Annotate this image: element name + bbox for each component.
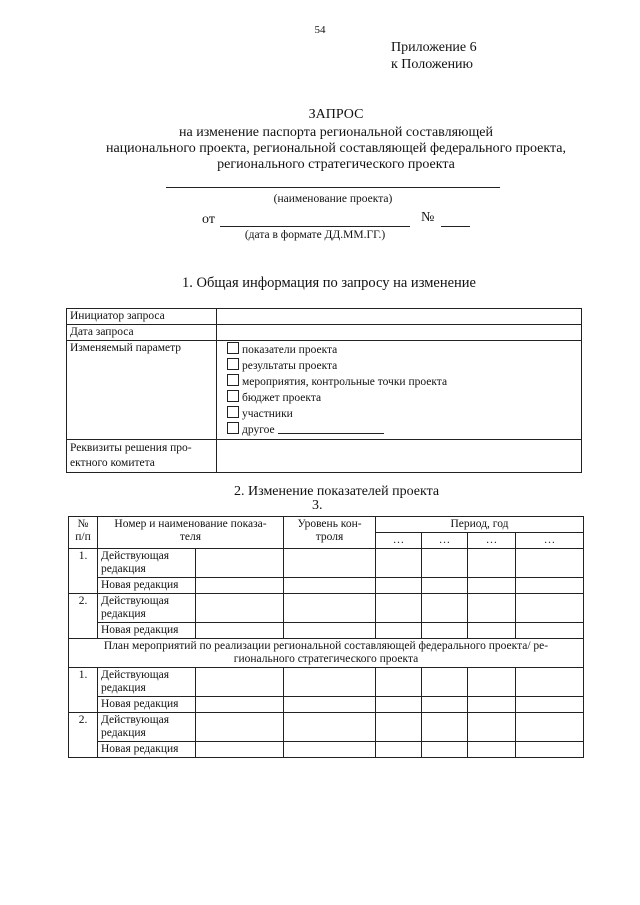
option-label: результаты проекта <box>242 360 338 372</box>
cell[interactable] <box>196 594 284 623</box>
col-num-line-1: № <box>77 518 89 530</box>
table-row <box>69 742 584 758</box>
row-number: 2. <box>69 713 98 758</box>
table-row <box>69 713 584 742</box>
title-heading: ЗАПРОС <box>308 107 364 122</box>
option-results[interactable] <box>227 358 578 374</box>
indicators-table <box>68 516 584 758</box>
cell[interactable] <box>284 549 376 578</box>
section1-heading: 1. Общая информация по запросу на изменение <box>182 275 476 291</box>
current-edition-line-2: редакция <box>101 563 146 575</box>
cell[interactable] <box>196 713 284 742</box>
other-input-line[interactable] <box>278 433 384 434</box>
option-label: бюджет проекта <box>242 392 322 404</box>
general-info-table <box>66 308 582 473</box>
project-name-caption: (наименование проекта) <box>273 193 393 205</box>
table-row <box>69 578 584 594</box>
cell[interactable] <box>376 594 422 623</box>
option-label: мероприятия, контрольные точки проекта <box>242 376 448 388</box>
new-edition-label: Новая редакция <box>98 578 196 594</box>
cell[interactable] <box>468 578 516 594</box>
cell[interactable] <box>196 623 284 639</box>
param-options <box>217 341 582 440</box>
cell[interactable] <box>376 578 422 594</box>
option-participants[interactable] <box>227 406 578 422</box>
initiator-value[interactable] <box>217 309 582 325</box>
period-col-2: … <box>422 533 468 549</box>
cell[interactable] <box>376 549 422 578</box>
section2-heading: 2. Изменение показателей проекта <box>234 484 440 499</box>
period-col-4: … <box>516 533 584 549</box>
cell[interactable] <box>516 713 584 742</box>
cell[interactable] <box>422 668 468 697</box>
table-row <box>67 325 582 341</box>
current-edition-line-2: редакция <box>101 608 146 620</box>
option-label: показатели проекта <box>242 344 338 356</box>
plan-header-line-1: План мероприятий по реализации региональной составляющей федерального проекта/ ре- <box>103 640 549 652</box>
option-budget[interactable] <box>227 390 578 406</box>
number-label: № <box>421 210 435 225</box>
param-label: Изменяемый параметр <box>67 341 217 440</box>
cell[interactable] <box>284 668 376 697</box>
title-line-2: национального проекта, региональной составляющей федерального проекта, <box>105 141 566 156</box>
appendix-line-1: Приложение 6 <box>391 40 477 55</box>
cell[interactable] <box>516 742 584 758</box>
cell[interactable] <box>422 594 468 623</box>
date-label: Дата запроса <box>67 325 217 341</box>
cell[interactable] <box>468 697 516 713</box>
cell[interactable] <box>516 578 584 594</box>
option-label: участники <box>242 408 293 420</box>
plan-header-row <box>69 639 584 668</box>
requisites-label <box>67 440 217 473</box>
cell[interactable] <box>422 697 468 713</box>
col-name-line-2: теля <box>179 531 202 543</box>
table-row <box>69 549 584 578</box>
cell[interactable] <box>376 668 422 697</box>
appendix-line-2: к Положению <box>391 57 474 72</box>
table-row <box>67 440 582 473</box>
checkbox-icon[interactable] <box>227 422 239 434</box>
requisites-line-1: Реквизиты решения про- <box>70 442 192 454</box>
checkbox-icon[interactable] <box>227 342 239 354</box>
col-period-header: Период, год <box>376 517 584 533</box>
cell[interactable] <box>468 668 516 697</box>
cell[interactable] <box>468 594 516 623</box>
title-line-3: регионального стратегического проекта <box>217 157 455 172</box>
table-row <box>69 594 584 623</box>
checkbox-icon[interactable] <box>227 406 239 418</box>
table-row <box>69 697 584 713</box>
requisites-value[interactable] <box>217 440 582 473</box>
project-name-line[interactable] <box>166 187 500 188</box>
row-number: 1. <box>69 668 98 713</box>
cell[interactable] <box>376 697 422 713</box>
current-edition-line-1: Действующая <box>101 669 170 681</box>
appendix-label <box>391 39 477 73</box>
current-edition-line-2: редакция <box>101 727 146 739</box>
current-edition-label <box>98 549 196 578</box>
col-level-line-1: Уровень кон- <box>297 518 362 530</box>
date-value[interactable] <box>217 325 582 341</box>
title-line-1: на изменение паспорта региональной составляющей <box>179 125 493 140</box>
current-edition-label <box>98 713 196 742</box>
cell[interactable] <box>468 549 516 578</box>
cell[interactable] <box>196 742 284 758</box>
plan-header-line-2: гионального стратегического проекта <box>233 653 419 665</box>
col-level-line-2: троля <box>315 531 344 543</box>
col-name-header <box>98 517 284 549</box>
date-line[interactable] <box>220 226 410 227</box>
cell[interactable] <box>422 713 468 742</box>
col-name-line-1: Номер и наименование показа- <box>114 518 267 530</box>
date-caption: (дата в формате ДД.ММ.ГГ.) <box>244 229 386 241</box>
cell[interactable] <box>468 623 516 639</box>
document-title <box>0 107 640 173</box>
section2-subnumber: 3. <box>312 498 323 513</box>
cell[interactable] <box>196 549 284 578</box>
row-number: 1. <box>69 549 98 594</box>
table-row <box>69 623 584 639</box>
cell[interactable] <box>376 623 422 639</box>
current-edition-label <box>98 594 196 623</box>
cell[interactable] <box>284 578 376 594</box>
new-edition-label: Новая редакция <box>98 742 196 758</box>
cell[interactable] <box>516 623 584 639</box>
cell[interactable] <box>376 742 422 758</box>
new-edition-label: Новая редакция <box>98 623 196 639</box>
cell[interactable] <box>468 713 516 742</box>
current-edition-line-1: Действующая <box>101 550 170 562</box>
cell[interactable] <box>376 713 422 742</box>
requisites-line-2: ектного комитета <box>70 457 155 469</box>
current-edition-label <box>98 668 196 697</box>
cell[interactable] <box>516 549 584 578</box>
table-row <box>67 341 582 440</box>
cell[interactable] <box>422 623 468 639</box>
cell[interactable] <box>196 668 284 697</box>
col-level-header <box>284 517 376 549</box>
period-col-1: … <box>376 533 422 549</box>
page-number: 54 <box>314 24 326 36</box>
cell[interactable] <box>284 697 376 713</box>
option-label: другое <box>242 424 275 436</box>
number-line[interactable] <box>441 226 470 227</box>
header-row <box>69 517 584 533</box>
cell[interactable] <box>422 549 468 578</box>
period-col-3: … <box>468 533 516 549</box>
cell[interactable] <box>284 742 376 758</box>
current-edition-line-1: Действующая <box>101 714 170 726</box>
checkbox-icon[interactable] <box>227 358 239 370</box>
option-other[interactable] <box>227 422 578 438</box>
col-num-header <box>69 517 98 549</box>
table-row <box>67 309 582 325</box>
cell[interactable] <box>284 713 376 742</box>
plan-header <box>69 639 584 668</box>
cell[interactable] <box>196 578 284 594</box>
initiator-label: Инициатор запроса <box>67 309 217 325</box>
date-from-label: от <box>202 212 215 227</box>
option-activities[interactable] <box>227 374 578 390</box>
new-edition-label: Новая редакция <box>98 697 196 713</box>
current-edition-line-2: редакция <box>101 682 146 694</box>
option-indicators[interactable] <box>227 342 578 358</box>
current-edition-line-1: Действующая <box>101 595 170 607</box>
cell[interactable] <box>422 742 468 758</box>
cell[interactable] <box>516 697 584 713</box>
cell[interactable] <box>422 578 468 594</box>
cell[interactable] <box>516 668 584 697</box>
row-number: 2. <box>69 594 98 639</box>
table-row <box>69 668 584 697</box>
checkbox-icon[interactable] <box>227 374 239 386</box>
checkbox-icon[interactable] <box>227 390 239 402</box>
cell[interactable] <box>196 697 284 713</box>
cell[interactable] <box>516 594 584 623</box>
cell[interactable] <box>284 623 376 639</box>
cell[interactable] <box>468 742 516 758</box>
col-num-line-2: п/п <box>75 531 91 543</box>
cell[interactable] <box>284 594 376 623</box>
